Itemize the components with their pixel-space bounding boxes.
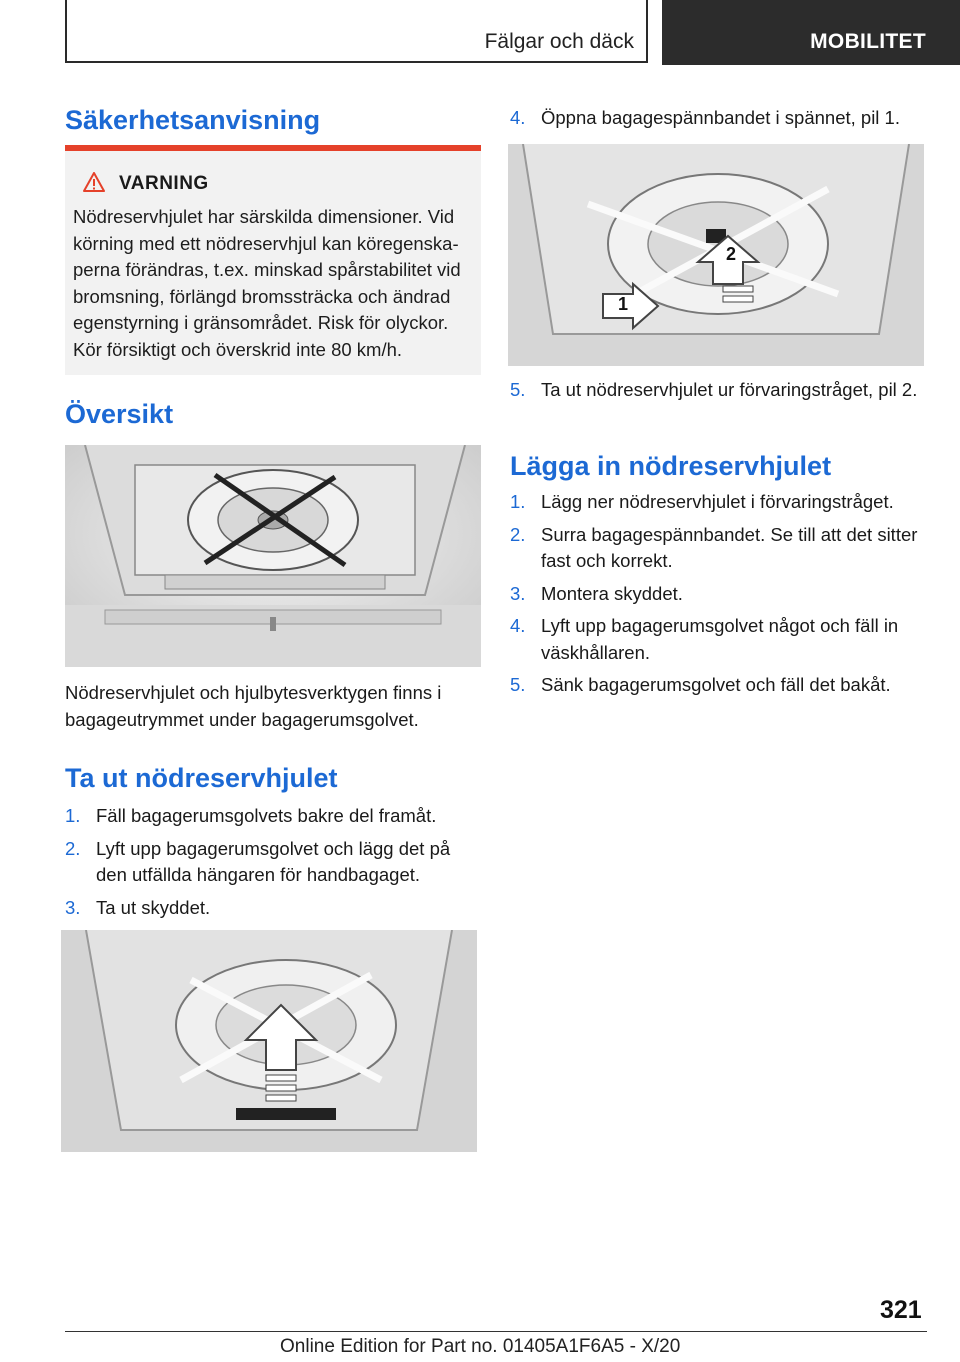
step-text: Montera skyddet. [541, 582, 683, 604]
warning-label: VARNING [119, 173, 209, 194]
put-in-steps [510, 489, 926, 705]
list-item [510, 522, 926, 575]
list-item [65, 803, 481, 830]
step-number: 2. [510, 523, 526, 545]
step-text: Lyft upp bagagerumsgolvet något och fäll in väskhållaren. [541, 615, 899, 663]
remove-cover-image [61, 930, 477, 1152]
edition-text: Online Edition for Part no. 01405A1F6A5 - X/20 [280, 1336, 681, 1357]
list-item [510, 105, 926, 132]
take-out-steps-final [510, 377, 926, 410]
step-number: 1. [510, 491, 526, 512]
list-item [65, 895, 481, 922]
step-number: 3. [510, 582, 526, 604]
step-number: 1. [65, 805, 81, 826]
open-strap-image [508, 144, 924, 366]
arrow-label-1: 1 [618, 294, 629, 314]
warning-triangle-icon [83, 172, 105, 197]
step-text: Fäll bagagerumsgolvets bakre del framåt. [96, 805, 437, 826]
step-text: Lägg ner nödreservhjulet i förvaringstråget. [541, 491, 894, 512]
step-number: 4. [510, 107, 526, 128]
step-number: 2. [65, 837, 81, 859]
overview-text: Nödreservhjulet och hjulbytesverktygen finns i bagageutrymmet under bagagerumsgolvet. [65, 682, 442, 730]
chapter-tab [662, 0, 960, 65]
take-out-steps-continued [510, 105, 926, 138]
warning-header [83, 169, 473, 199]
chapter-title: MOBILITET [810, 30, 926, 53]
list-item [510, 613, 926, 666]
list-item [65, 836, 481, 889]
arrow-label-2: 2 [726, 244, 737, 264]
step-text: Ta ut nödreservhjulet ur förvaringstråget, pil 2. [541, 379, 918, 400]
header-frame [65, 0, 648, 63]
list-item [510, 377, 926, 404]
step-text: Sänk bagagerumsgolvet och fäll det bakåt. [541, 674, 891, 695]
step-text: Öppna bagagespännbandet i spännet, pil 1. [541, 107, 900, 128]
list-item [510, 489, 926, 516]
page-number: 321 [880, 1296, 922, 1324]
list-item [510, 672, 926, 699]
step-number: 3. [65, 896, 81, 918]
warning-box [65, 151, 481, 375]
trunk-overview-image [65, 445, 481, 667]
step-number: 4. [510, 615, 526, 636]
warning-text: Nödreservhjulet har särskilda dimensioner. Vid körning med ett nödreservhjul kan köregenskaperna förändras, t.ex. minskad spårstabilitet vid bromsning, förlängd bromssträcka och ändrad egenstyrning i gränsområdet. Risk för olyckor. Kör försiktigt och överskrid inte 80 km/h. [73, 206, 461, 360]
overview-heading: Översikt [65, 399, 174, 429]
step-number: 5. [510, 674, 526, 695]
step-number: 5. [510, 379, 526, 400]
put-in-heading: Lägga in nödreservhjulet [510, 451, 832, 481]
step-text: Lyft upp bagagerumsgolvet och lägg det på den utfällda hängaren för handbagaget. [96, 837, 451, 885]
list-item [510, 581, 926, 608]
step-text: Ta ut skyddet. [96, 896, 211, 918]
section-title: Fälgar och däck [484, 30, 634, 53]
safety-heading: Säkerhetsanvisning [65, 105, 321, 135]
footer-divider [65, 1331, 927, 1332]
footer-edition [280, 1336, 680, 1358]
take-out-steps [65, 803, 481, 927]
step-text: Surra bagagespännbandet. Se till att det sitter fast och korrekt. [541, 523, 918, 571]
take-out-heading: Ta ut nödreservhjulet [65, 763, 338, 793]
